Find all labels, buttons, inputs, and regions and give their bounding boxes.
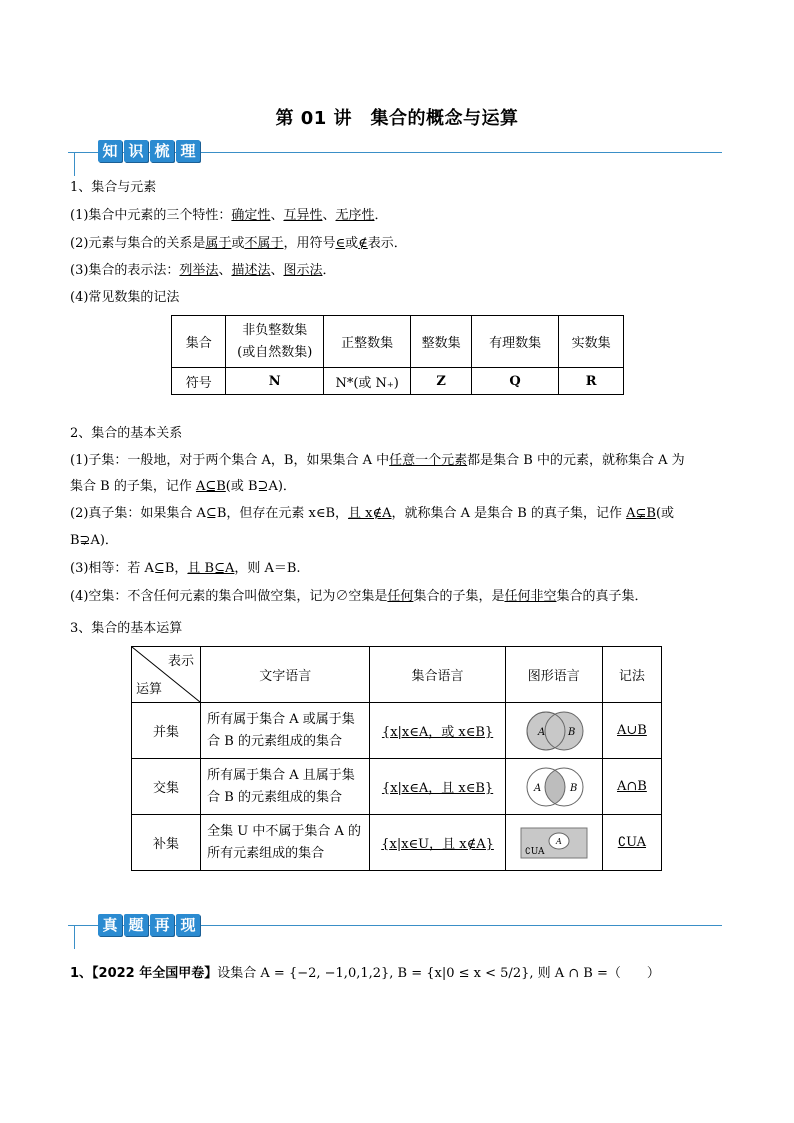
op-notation: ∁UA [602, 815, 661, 871]
svg-text:A: A [533, 782, 541, 794]
table-cell: 整数集 [411, 316, 472, 368]
badge-char: 知 [98, 140, 122, 162]
op-name: 并集 [132, 703, 201, 759]
table-row [132, 815, 662, 871]
section-tick [74, 925, 75, 949]
part2-line1b: 集合 B 的子集，记作 A⊆B(或 B⊇A)． [70, 479, 296, 494]
table-cell: 有理数集 [471, 316, 558, 368]
page-title: 第 01 讲 集合的概念与运算 [275, 108, 519, 129]
table-cell: Z [411, 368, 472, 395]
part2-line2b: B⊋A)． [70, 533, 118, 548]
column-header: 记法 [602, 647, 661, 703]
venn-union-cell [505, 703, 602, 759]
part1-line2: (2)元素与集合的关系是属于或不属于，用符号∈或∉表示． [70, 236, 407, 251]
badge-char: 梳 [150, 140, 174, 162]
svg-text:∁UA: ∁UA [524, 846, 545, 857]
column-header: 集合语言 [370, 647, 505, 703]
corner-cell: 表示 运算 [132, 647, 201, 703]
op-text: 所有属于集合 A 或属于集 合 B 的元素组成的集合 [201, 703, 370, 759]
op-text: 所有属于集合 A 且属于集 合 B 的元素组成的集合 [201, 759, 370, 815]
column-header: 图形语言 [505, 647, 602, 703]
part3-heading: 3、集合的基本运算 [70, 621, 183, 636]
svg-text:B: B [567, 726, 576, 738]
badge-char: 再 [150, 914, 174, 936]
table-cell: N [226, 368, 324, 395]
table-cell: Q [471, 368, 558, 395]
part2-line1: (1)子集：一般地，对于两个集合 A，B，如果集合 A 中任意一个元素都是集合 B 中的元素，就称集合 A 为 [70, 453, 685, 468]
part1-line3: (3)集合的表示法：列举法、描述法、图示法． [70, 263, 336, 278]
op-set-language: {x|x∈A，或 x∈B} [370, 703, 505, 759]
badge-char: 识 [124, 140, 148, 162]
op-name: 补集 [132, 815, 201, 871]
badge-char: 现 [176, 914, 200, 936]
svg-text:A: A [537, 726, 545, 738]
table-cell: R [559, 368, 624, 395]
number-sets-table [171, 315, 624, 395]
part2-line3: (3)相等：若 A⊆B，且 B⊆A，则 A＝B. [70, 561, 301, 576]
table-cell: 实数集 [559, 316, 624, 368]
part1-line4: (4)常见数集的记法 [70, 290, 180, 305]
table-cell: 集合 [172, 316, 226, 368]
question-1: 1、【2022 年全国甲卷】设集合 A = {−2, −1,0,1,2}, B = {x|0 ≤ x < 5/2}, 则 A ∩ B =（ ） [70, 966, 660, 981]
op-set-language: {x|x∈A，且 x∈B} [370, 759, 505, 815]
op-text: 全集 U 中不属于集合 A 的 所有元素组成的集合 [201, 815, 370, 871]
venn-complement-cell [505, 815, 602, 871]
venn-union-icon [516, 709, 592, 753]
table-row [132, 703, 662, 759]
table-cell: 正整数集 [324, 316, 411, 368]
svg-text:B: B [569, 782, 578, 794]
part2-heading: 2、集合的基本关系 [70, 426, 183, 441]
op-name: 交集 [132, 759, 201, 815]
badge-char: 真 [98, 914, 122, 936]
part2-line4: (4)空集：不含任何元素的集合叫做空集，记为∅空集是任何集合的子集，是任何非空集合的真子集． [70, 589, 648, 604]
op-set-language: {x|x∈U，且 x∉A} [370, 815, 505, 871]
section-badge-exam [98, 914, 200, 936]
badge-char: 理 [176, 140, 200, 162]
part1-heading: 1、集合与元素 [70, 180, 157, 195]
set-operations-table [131, 646, 662, 871]
table-row [132, 759, 662, 815]
part2-line2: (2)真子集：如果集合 A⊆B，但存在元素 x∈B，且 x∉A，就称集合 A 是集合 B 的真子集，记作 A⊊B(或 [70, 506, 675, 521]
venn-intersection-cell [505, 759, 602, 815]
op-notation: A∩B [602, 759, 661, 815]
section-tick [74, 152, 75, 176]
badge-char: 题 [124, 914, 148, 936]
table-cell: 符号 [172, 368, 226, 395]
svg-text:A: A [555, 836, 562, 846]
table-cell: N*(或 N₊) [324, 368, 411, 395]
op-notation: A∪B [602, 703, 661, 759]
table-cell: 非负整数集 (或自然数集) [226, 316, 324, 368]
section-badge-knowledge [98, 140, 200, 162]
part1-line1: (1)集合中元素的三个特性：确定性、互异性、无序性． [70, 208, 388, 223]
venn-complement-icon [519, 826, 589, 860]
column-header: 文字语言 [201, 647, 370, 703]
venn-intersection-icon [516, 765, 592, 809]
